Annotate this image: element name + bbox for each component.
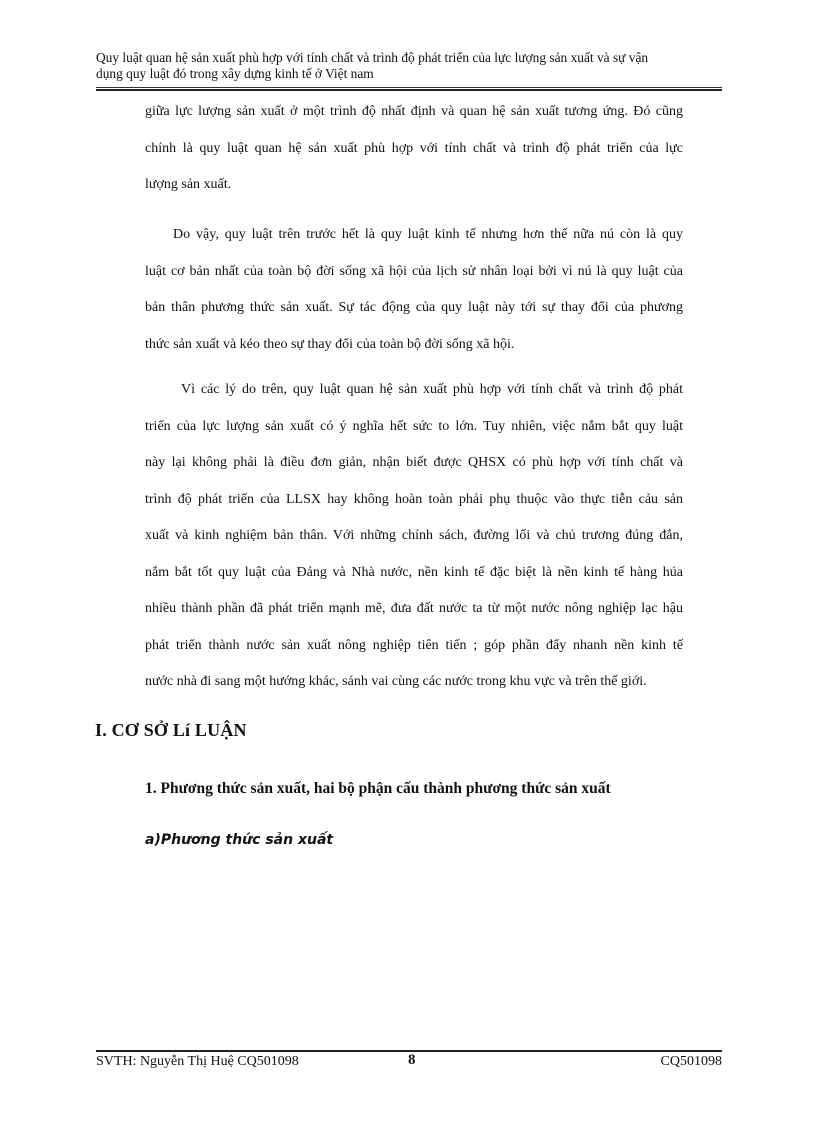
text-line: luật cơ bản nhất của toàn bộ đời sống xã hội của lịch sử nhân loại bởi vì nú là quy luật của [145, 263, 683, 279]
text-line: nhiều thành phần đã phát triển mạnh mẽ, đưa đất nước ta từ một nước nông nghiệp lạc hậu [145, 601, 683, 616]
text-line: Vì các lý do trên, quy luật quan hệ sản xuất phù hợp với tính chất và trình độ phát [181, 382, 683, 397]
text-line: Do vậy, quy luật trên trước hết là quy luật kinh tế nhưng hơn thế nữa nú còn là quy [173, 227, 683, 242]
running-header [96, 50, 722, 82]
header-line-2: dụng quy luật đó trong xây dựng kinh tế ở Việt nam [96, 66, 374, 81]
text-line: phát triển thành nước sản xuất nông nghiệp tiên tiến ; góp phần đẩy nhanh nền kinh tế [145, 637, 683, 653]
text-line: thức sản xuất và kéo theo sự thay đổi của toàn bộ đời sống xã hội. [145, 336, 515, 352]
footer-author: SVTH: Nguyễn Thị Huệ CQ501098 [96, 1054, 299, 1069]
text-line: nước nhà đi sang một hướng khác, sánh vai cùng các nước trong khu vực và trên thế giới. [145, 674, 647, 689]
header-line-1: Quy luật quan hệ sản xuất phù hợp với tính chất và trình độ phát triển của lực lượng sản xuất và sự vận [96, 50, 649, 65]
text-line: bản thân phương thức sản xuất. Sự tác động của quy luật này tới sự thay đổi của phương [145, 300, 683, 315]
page-number: 8 [408, 1052, 416, 1068]
paragraph-2 [145, 224, 683, 370]
paragraph-3 [145, 379, 683, 708]
subsection-heading: 1. Phương thức sản xuất, hai bộ phận cấu thành phương thức sản xuất [145, 780, 611, 797]
text-line: lượng sản xuất. [145, 177, 232, 192]
subsubsection-heading: a)Phương thức sản xuất [145, 832, 334, 848]
text-line: chính là quy luật quan hệ sản xuất phù hợp với tính chất và trình độ phát triển của lực [145, 140, 683, 156]
text-line: xuất và kinh nghiệm bản thân. Với những chính sách, đường lối và chủ trương đúng đắn, [145, 528, 683, 543]
paragraph-1 [145, 101, 683, 211]
text-line: này lại không phải là điều đơn giản, nhận biết được QHSX có phù hợp với tính chất và [145, 455, 683, 470]
footer-code: CQ501098 [660, 1054, 722, 1069]
text-line: trình độ phát triển của LLSX hay không hoàn toàn phải phụ thuộc vào thực tiễn cảu sản [145, 491, 683, 507]
text-line: nắm bắt tốt quy luật của Đảng và Nhà nước, nền kinh tế đặc biệt là nền kinh tế hàng húa [145, 564, 683, 580]
text-line: giữa lực lượng sản xuất ở một trình độ nhất định và quan hệ sản xuất tương ứng. Đó cũng [145, 104, 683, 119]
text-line: triển của lực lượng sản xuất có ý nghĩa hết sức to lớn. Tuy nhiên, việc nắm bắt quy luật [145, 418, 683, 434]
section-heading: I. CƠ SỞ Lí LUẬN [95, 720, 247, 740]
header-divider [96, 87, 722, 91]
